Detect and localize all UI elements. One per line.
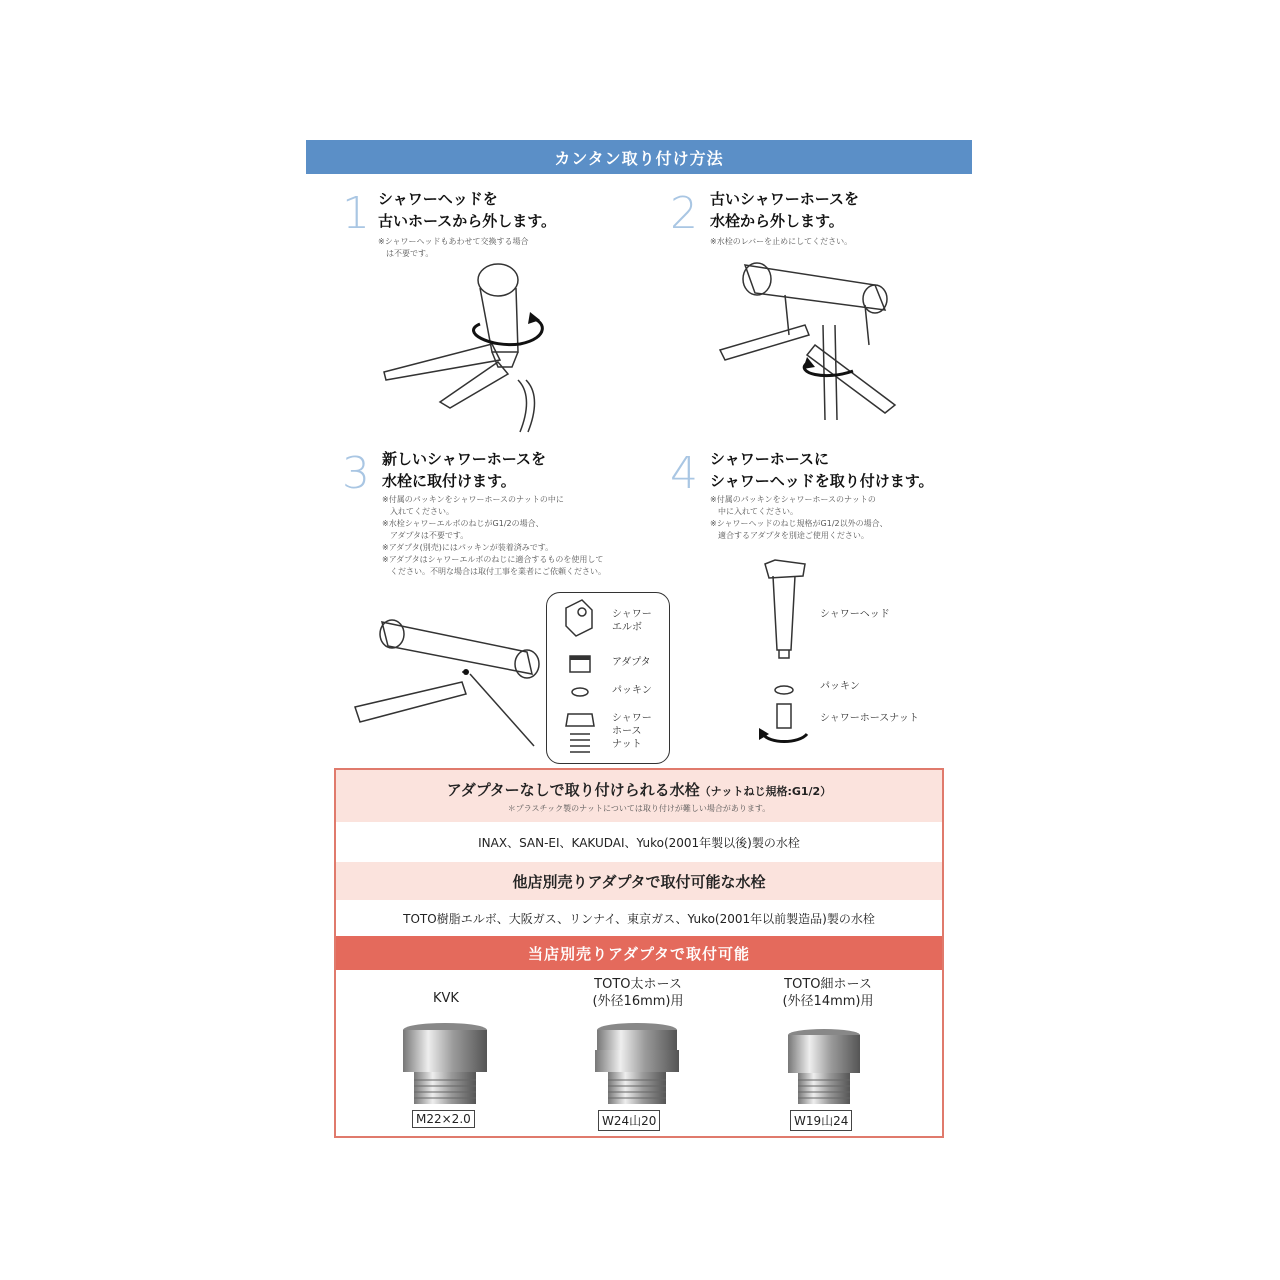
other-shop-header [336,862,942,900]
step-3-number: 3 [342,448,370,499]
part-label-packing: パッキン [612,685,652,696]
part-label-elbow: シャワー エルボ [612,609,652,633]
part-label-shower-head: シャワーヘッド [820,609,890,620]
step-4-illustration [755,558,815,748]
part-label-adapter: アダプタ [612,657,651,668]
other-shop-title: 他店別売りアダプタで取付可能な水栓 [512,872,766,891]
compatibility-table [334,768,944,1138]
no-adapter-spec: （ナットねじ規格:G1/2） [699,784,832,798]
adapter-toto-thin-spec: W19山24 [790,1110,852,1131]
no-adapter-brands: INAX、SAN-EI、KAKUDAI、Yuko(2001年製以後)製の水栓 [336,822,942,862]
adapter-toto-thick-spec: W24山20 [598,1110,660,1131]
adapter-toto-thick-image [592,1022,682,1106]
part-label-packing-4: パッキン [820,681,860,692]
step-4-number: 4 [670,448,698,499]
adapter-kvk-spec: M22×2.0 [412,1110,475,1128]
step-4-title: シャワーホースに シャワーヘッドを取り付けます。 [710,450,934,490]
part-label-hose-nut: シャワー ホース ナット [612,713,652,750]
adapter-toto-thin: TOTO細ホース (外径14mm)用 [782,977,874,1009]
step-1-title: シャワーヘッドを 古いホースから外します。 [378,190,557,230]
step-3-title: 新しいシャワーホースを 水栓に取付けます。 [382,450,546,490]
adapter-toto-thick: TOTO太ホース (外径16mm)用 [592,977,684,1009]
adapter-kvk: KVK [433,991,459,1006]
step-2-illustration [715,255,905,425]
step-3-notes: ※付属のパッキンをシャワーホースのナットの中に 入れてください。 ※水栓シャワーエルボのねじがG1/2の場合、 アダプタは不要です。 ※アダプタ(別売)にはパッキンが装着済みです。 ※アダプタはシャワーエルボのねじに適合するものを使用して ください。不明な場合は取付工事を業者にご依頼ください。 [382,495,606,576]
step-3-parts-illustration [560,596,600,761]
step-4-notes: ※付属のパッキンをシャワーホースのナットの 中に入れてください。 ※シャワーヘッドのねじ規格がG1/2以外の場合、 適合するアダプタを別途ご使用ください。 [710,495,888,540]
step-2-title: 古いシャワーホースを 水栓から外します。 [710,190,859,230]
step-1-illustration [380,252,560,432]
step-3-faucet-illustration [352,612,552,762]
other-shop-brands: TOTO樹脂エルボ、大阪ガス、リンナイ、東京ガス、Yuko(2001年以前製造品)製の水栓 [336,900,942,936]
step-1-number: 1 [342,188,370,239]
our-shop-title: 当店別売りアダプタで取付可能 [336,936,942,970]
adapter-toto-thin-image [782,1028,866,1106]
instructions-header: カンタン取り付け方法 [306,140,972,174]
step-2-note: ※水栓のレバーを止めにしてください。 [710,237,853,246]
no-adapter-header [336,770,942,822]
step-1-note: ※シャワーヘッドもあわせて交換する場合 は不要です。 [378,237,529,258]
no-adapter-title: アダプターなしで取り付けられる水栓 [446,780,700,799]
no-adapter-note: ＊プラスチック製のナットについては取り付けが難しい場合があります。 [507,803,771,813]
part-label-hose-nut-4: シャワーホースナット [820,713,919,724]
adapter-kvk-image [400,1022,490,1106]
step-2-number: 2 [670,188,698,239]
